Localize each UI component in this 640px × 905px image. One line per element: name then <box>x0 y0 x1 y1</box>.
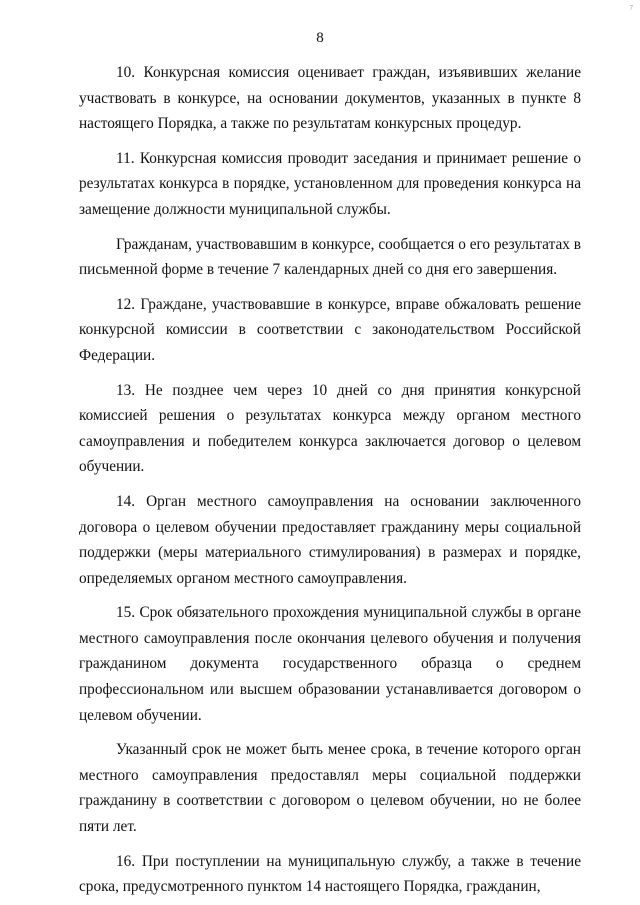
paragraph-11-results-notice: Гражданам, участвовавшим в конкурсе, сообщается о его результатах в письменной форме в течение 7 календарных дней со дня его завершения. <box>79 235 581 279</box>
corner-mark: 7 <box>629 4 634 12</box>
paragraph-13: 13. Не позднее чем через 10 дней со дня принятия конкурсной комиссией решения о результатах конкурса между органом местного самоуправления и победителем конкурса заключается договор о целевом обучении. <box>79 381 581 476</box>
paragraph-15: 15. Срок обязательного прохождения муниципальной службы в органе местного самоуправления после окончания целевого обучения и получения гражданином документа государственного образца о среднем профессиональном или высшем образовании устанавливается договором о целевом обучении. <box>79 604 581 724</box>
paragraph-15-term-limit: Указанный срок не может быть менее срока, в течение которого орган местного самоуправления предоставлял меры социальной поддержки гражданину в соответствии с договором о целевом обучении, но не более пяти лет. <box>79 741 581 836</box>
paragraph-11: 11. Конкурсная комиссия проводит заседания и принимает решение о результатах конкурса в порядке, установленном для проведения конкурса на замещение должности муниципальной службы. <box>79 149 581 218</box>
paragraph-14: 14. Орган местного самоуправления на основании заключенного договора о целевом обучении предоставляет гражданину меры социальной поддержки (меры материального стимулирования) в размерах и порядке, определяемых органом местного самоуправления. <box>79 492 581 587</box>
paragraph-16: 16. При поступлении на муниципальную службу, а также в течение срока, предусмотренного пунктом 14 настоящего Порядка, гражданин, <box>79 852 581 896</box>
document-body <box>79 60 581 900</box>
paragraph-10: 10. Конкурсная комиссия оценивает граждан, изъявивших желание участвовать в конкурсе, на основании документов, указанных в пункте 8 настоящего Порядка, а также по результатам конкурсных процедур. <box>79 64 581 133</box>
page-number: 8 <box>316 30 324 46</box>
paragraph-12: 12. Граждане, участвовавшие в конкурсе, вправе обжаловать решение конкурсной комиссии в соответствии с законодательством Российской Федерации. <box>79 295 581 364</box>
